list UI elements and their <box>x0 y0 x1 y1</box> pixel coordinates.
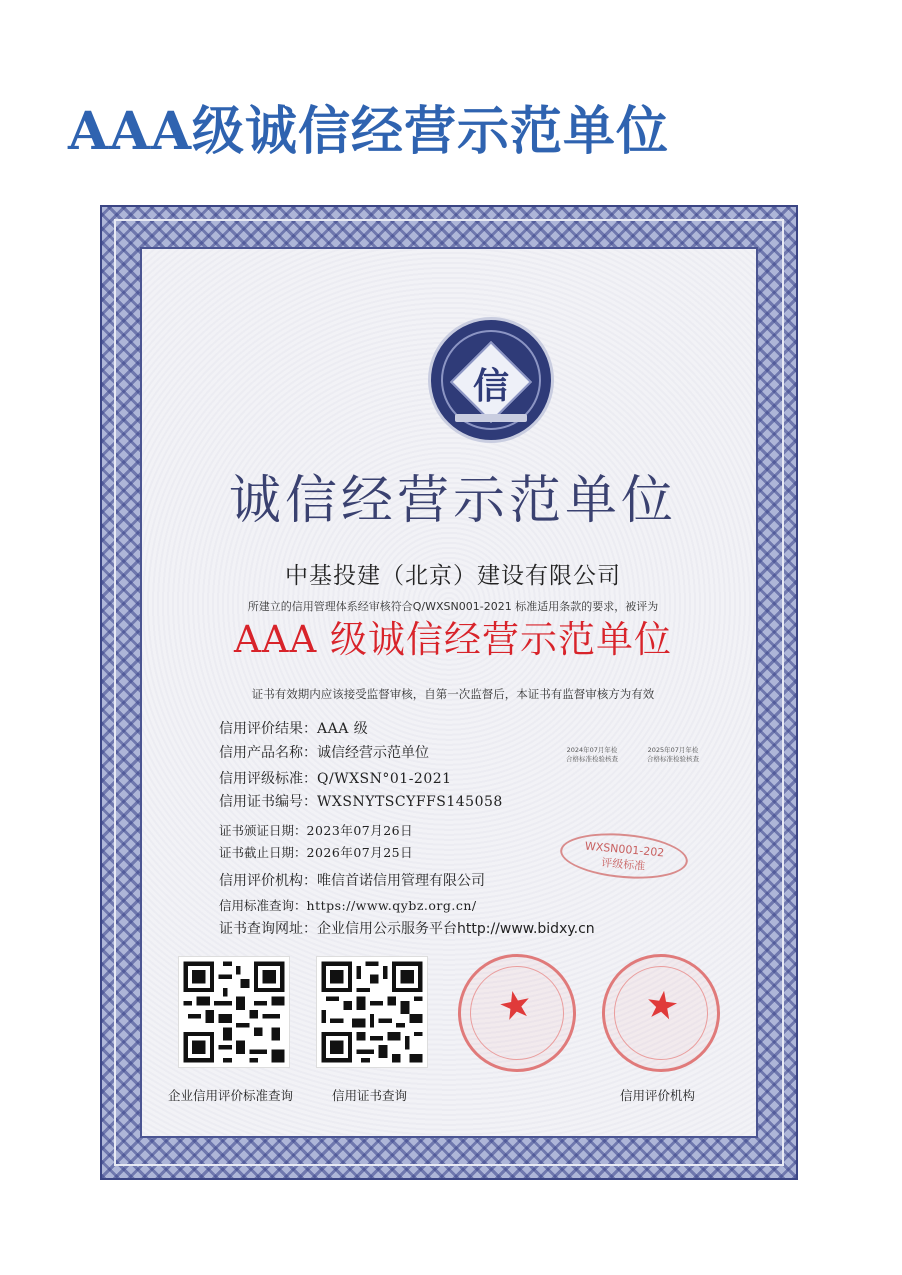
field-certificate-query <box>219 919 595 939</box>
field-label: 信用证书编号： <box>219 794 317 810</box>
field-value: WXSNYTSCYFFS145058 <box>317 794 503 810</box>
red-seal-icon <box>594 946 727 1079</box>
star-icon: ★ <box>642 980 683 1030</box>
field-value: 2026年07月25日 <box>306 845 414 860</box>
stamp-line: 合格标准检验核查 <box>566 755 618 763</box>
stamp-line: 2024年07月年检 <box>566 746 618 754</box>
stamp-line: 2025年07月年检 <box>647 746 699 754</box>
field-label: 信用标准查询： <box>219 898 307 913</box>
field-value: 唯信首诺信用管理有限公司 <box>317 873 485 889</box>
seal-caption-agency: 信用评价机构 <box>620 1088 696 1103</box>
oval-stamp-line: WXSN001-202 <box>584 839 665 860</box>
field-label: 证书颁证日期： <box>219 823 307 838</box>
field-label: 证书查询网址： <box>219 921 317 937</box>
field-expiry-date <box>219 844 413 862</box>
certificate-frame <box>100 205 798 1180</box>
certificate-query-link[interactable]: 企业信用公示服务平台http://www.bidxy.cn <box>317 921 595 937</box>
field-rating-result <box>219 719 368 739</box>
annual-inspection-stamp-2 <box>637 746 709 764</box>
field-product-name <box>219 743 429 763</box>
field-label: 信用评价结果： <box>219 721 317 737</box>
field-rating-standard <box>219 769 452 789</box>
stamp-line: 合格标准检验核查 <box>647 755 699 763</box>
star-icon: ★ <box>494 980 537 1031</box>
field-label: 信用评级标准： <box>219 771 317 787</box>
field-certificate-number <box>219 792 503 812</box>
qr-code-icon[interactable] <box>178 956 290 1068</box>
field-label: 证书截止日期： <box>219 845 307 860</box>
emblem-char: 信 <box>472 365 509 407</box>
oval-stamp-line: 评级标准 <box>600 856 646 873</box>
validity-note: 证书有效期内应该接受监督审核，自第一次监督后，本证书有监督审核方为有效 <box>251 687 655 701</box>
qr-code-icon[interactable] <box>316 956 428 1068</box>
field-rating-agency <box>219 871 485 891</box>
field-value: 2023年07月26日 <box>306 823 414 838</box>
qr-caption-certificate: 信用证书查询 <box>332 1088 408 1103</box>
emblem-icon <box>428 317 554 443</box>
certificate-body <box>140 247 758 1138</box>
standard-query-link[interactable]: https://www.qybz.org.cn/ <box>306 898 477 913</box>
field-issue-date <box>219 822 413 840</box>
field-standard-query <box>219 897 477 915</box>
company-name: 中基投建（北京）建设有限公司 <box>285 563 621 589</box>
standard-oval-stamp <box>558 829 689 884</box>
award-title: AAA 级诚信经营示范单位 <box>234 618 672 661</box>
annual-inspection-stamp-1 <box>556 746 628 764</box>
emblem-base <box>455 414 527 422</box>
qr-caption-standard: 企业信用评价标准查询 <box>168 1088 294 1103</box>
page-title: AAA级诚信经营示范单位 <box>68 101 670 162</box>
field-label: 信用评价机构： <box>219 873 317 889</box>
field-value: Q/WXSN°01-2021 <box>317 771 452 787</box>
field-label: 信用产品名称： <box>219 745 317 761</box>
certificate-title: 诚信经营示范单位 <box>228 471 677 531</box>
field-value: 诚信经营示范单位 <box>317 745 429 761</box>
red-seal-icon <box>447 943 587 1083</box>
certification-statement: 所建立的信用管理体系经审核符合Q/WXSN001-2021 标准适用条款的要求，被评为 <box>247 600 659 613</box>
field-value: AAA 级 <box>317 721 369 737</box>
